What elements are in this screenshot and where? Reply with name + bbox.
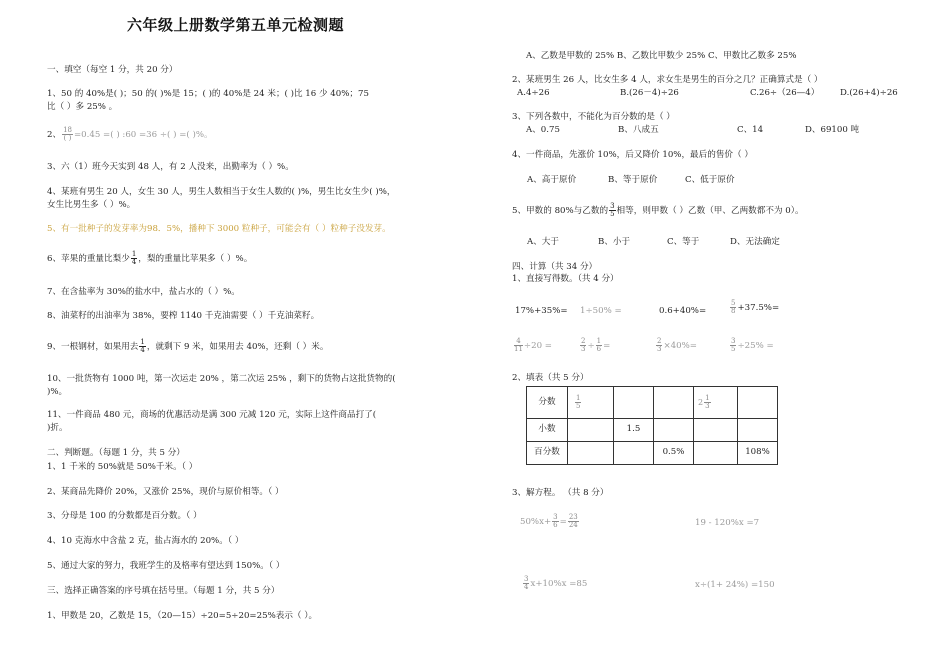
page-title: 六年级上册数学第五单元检测题 — [127, 16, 345, 34]
s1-q6-fraction: $\frac{1}{4}$ — [131, 250, 137, 266]
table-header-decimal: 小数 — [527, 419, 568, 442]
s1-q11-line2: )折。 — [47, 423, 68, 433]
calc-r2c3: $\frac{2}{3}$ ×40%= — [657, 337, 697, 353]
s1-q2 — [47, 127, 213, 142]
table-header-percent: 百分数 — [527, 442, 568, 465]
s3-q4-opt-a: A、高于原价 — [527, 175, 577, 185]
s3-q5-fraction: $\frac{3}{5}$ — [610, 202, 615, 218]
s3-q5-opt-a: A、大于 — [527, 237, 559, 247]
equation-3: $\frac{3}{4}$ x+10%x =85 — [524, 575, 588, 591]
s1-q4-line2: 女生比男生多（ ）%。 — [47, 200, 136, 210]
section-2-heading: 二、判断题。（每题 1 分，共 5 分） — [47, 448, 185, 458]
s3-q1: 1、甲数是 20，乙数是 15，（20—15）÷20=5÷20=25%表示（ ）。 — [47, 611, 318, 621]
s1-q2-rest: =0.45 =( ) :60 =36 ÷( ) =( )%。 — [73, 130, 213, 140]
s3-q5-opt-b: B、小于 — [598, 237, 631, 247]
table-cell: 0.5% — [654, 442, 694, 465]
calc-r2c2: $\frac{2}{3}$ ÷ $\frac{1}{6}$ = — [581, 337, 611, 353]
s1-q6-prefix: 6、苹果的重量比梨少 — [47, 254, 130, 264]
table-cell — [568, 419, 614, 442]
equation-2: 19 - 120%x =7 — [695, 518, 760, 528]
s1-q6 — [47, 251, 252, 266]
section-1-heading: 一、填空（每空 1 分，共 20 分） — [47, 65, 178, 75]
s3-q4: 4、一件商品，先涨价 10%，后又降价 10%，最后的售价（ ） — [512, 150, 753, 160]
s2-q4: 4、10 克海水中含盐 2 克，盐占海水的 20%。（ ） — [47, 536, 244, 546]
s4-sub1: 1、直接写得数。（共 4 分） — [512, 274, 619, 284]
s1-q5: 5、有一批种子的发芽率为98．5%，播种下 3000 粒种子，可能会有（ ）粒种子没发芽。 — [47, 224, 391, 234]
s1-q11-line1: 11、一件商品 480 元，商场的优惠活动是满 300 元减 120 元，实际上这件商品打了( — [47, 410, 377, 420]
s3-q1-options: A、乙数是甲数的 25% B、乙数比甲数少 25% C、甲数比乙数多 25% — [526, 51, 797, 61]
table-cell — [654, 387, 694, 419]
table-row — [527, 442, 778, 465]
table-cell — [738, 419, 778, 442]
s1-q3: 3、六（1）班今天实到 48 人，有 2 人没来，出勤率为（ ）%。 — [47, 162, 294, 172]
s1-q1-line2: 比（ ）多 25% 。 — [47, 102, 118, 112]
calc-r1c1: 17%+35%= — [515, 306, 568, 316]
s2-q5: 5、通过大家的努力，我班学生的及格率有望达到 150%。（ ） — [47, 561, 285, 571]
s2-q3: 3、分母是 100 的分数都是百分数。（ ） — [47, 511, 202, 521]
s3-q2-opt-a: A.4÷26 — [517, 88, 550, 98]
s3-q5-opt-d: D、无法确定 — [730, 237, 780, 247]
table-cell — [694, 442, 738, 465]
table-cell — [568, 442, 614, 465]
table-cell: $\frac{1}{5}$ — [568, 387, 614, 419]
s3-q3-opt-a: A、0.75 — [526, 125, 560, 135]
table-row — [527, 387, 778, 419]
calc-r1c4: $\frac{5}{8}$ +37.5%= — [731, 299, 780, 315]
s1-q9-fraction: $\frac{1}{4}$ — [140, 338, 145, 354]
s1-q2-prefix: 2、 — [47, 130, 62, 140]
section-4-heading: 四、计算（共 34 分） — [512, 262, 598, 272]
table-cell — [614, 387, 654, 419]
s1-q9-rest: ，就剩下 9 米，如果用去 40%，还剩（ ）米。 — [146, 342, 329, 352]
table-cell: 1.5 — [614, 419, 654, 442]
s1-q9 — [47, 339, 328, 354]
s4-sub2: 2、填表（共 5 分） — [512, 373, 589, 383]
s3-q5-prefix: 5、甲数的 80%与乙数的 — [512, 206, 609, 216]
calc-r2c1: $\frac{4}{11}$ ÷20 = — [514, 337, 552, 353]
s3-q2-opt-d: D.(26+4)÷26 — [840, 88, 898, 98]
s1-q10-line1: 10、一批货物有 1000 吨，第一次运走 20% ，第二次运 25% ，剩下的货物占这批货物的( — [47, 374, 396, 384]
table-cell — [694, 419, 738, 442]
s3-q3-opt-b: B、八成五 — [618, 125, 659, 135]
s1-q4-line1: 4、某班有男生 20 人，女生 30 人，男生人数相当于女生人数的( )%，男生比女生少( )%， — [47, 187, 396, 197]
s3-q2: 2、某班男生 26 人，比女生多 4 人，求女生是男生的百分之几？正确算式是（ ） — [512, 75, 823, 85]
s1-q8: 8、油菜籽的出油率为 38%，要榨 1140 千克油需要（ ）千克油菜籽。 — [47, 311, 320, 321]
s1-q10-line2: )%。 — [47, 387, 68, 397]
s3-q5-opt-c: C、等于 — [667, 237, 700, 247]
section-3-heading: 三、选择正确答案的序号填在括号里。（每题 1 分，共 5 分） — [47, 586, 280, 596]
s3-q3: 3、下列各数中，不能化为百分数的是（ ） — [512, 112, 675, 122]
table-row — [527, 419, 778, 442]
calc-r2c4: $\frac{3}{5}$ ÷25% = — [731, 337, 774, 353]
s1-q9-prefix: 9、一根钢材，如果用去 — [47, 342, 139, 352]
s3-q5 — [512, 203, 804, 218]
s3-q4-opt-c: C、低于原价 — [685, 175, 735, 185]
table-cell — [654, 419, 694, 442]
s1-q2-fraction: $\frac{18}{( )}$ — [63, 126, 72, 142]
calc-r1c4-fraction: $\frac{5}{8}$ — [731, 299, 736, 315]
s3-q2-opt-b: B.(26－4)÷26 — [620, 88, 679, 98]
table-cell — [614, 442, 654, 465]
calc-r1c3: 0.6+40%= — [659, 306, 707, 316]
s3-q5-rest: 相等，则甲数（ ）乙数（甲、乙两数都不为 0）。 — [616, 206, 804, 216]
table-header-fraction: 分数 — [527, 387, 568, 419]
table-cell — [738, 387, 778, 419]
s2-q2: 2、某商品先降价 20%，又涨价 25%，现价与原价相等。（ ） — [47, 487, 284, 497]
s1-q6-rest: ，梨的重量比苹果多（ ）%。 — [138, 254, 253, 264]
equation-4: x÷(1+ 24%) =150 — [695, 580, 775, 590]
s3-q2-opt-c: C.26÷（26—4） — [750, 88, 820, 98]
table-cell: 2 $\frac{1}{3}$ — [694, 387, 738, 419]
fill-in-table — [526, 386, 778, 465]
calc-r1c2: 1÷50% = — [580, 306, 622, 316]
s2-q1: 1、1 千米的 50%就是 50%千米。（ ） — [47, 462, 198, 472]
equation-1: 50%x+ $\frac{3}{6}$ = $\frac{23}{24}$ — [520, 513, 578, 529]
s1-q1-line1: 1、50 的 40%是( )；50 的( )%是 15；( )的 40%是 24 米；( )比 16 少 40%；75 — [47, 89, 369, 99]
s1-q7: 7、在含盐率为 30%的盐水中，盐占水的（ ）%。 — [47, 287, 240, 297]
s3-q3-opt-c: C、14 — [737, 125, 764, 135]
s3-q4-opt-b: B、等于原价 — [608, 175, 658, 185]
table-cell: 108% — [738, 442, 778, 465]
s3-q3-opt-d: D、69100 吨 — [805, 125, 860, 135]
s4-sub3: 3、解方程。 （共 8 分） — [512, 488, 609, 498]
